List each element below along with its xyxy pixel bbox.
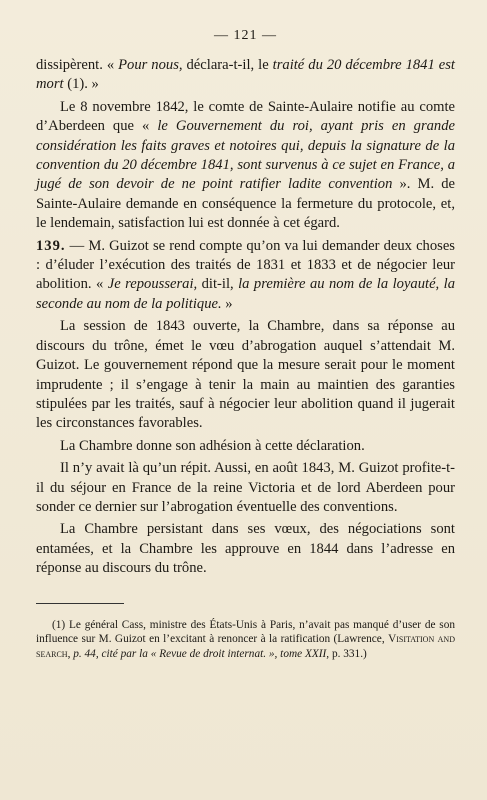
- footnote-divider: [36, 603, 124, 604]
- body-text: [36, 56, 455, 579]
- paragraph-4: La session de 1843 ouverte, la Chambre, dans sa réponse au discours du trône, émet le vœu d’abrogation auquel s’attendait M. Guizot. Le gouvernement répond que la mesure serait pour le moment imprudente ; il s’engage à tenir la main au maintien des garanties stipulées par les traités, sauf à négocier leur abolition quand il jugerait les circonstances favorables.: [36, 318, 455, 432]
- paragraph-7: La Chambre persistant dans ses vœux, des négociations sont entamées, et la Chambre les approuve en 1844 dans l’adresse en réponse au discours du trône.: [36, 521, 455, 577]
- paragraph-2: Le 8 novembre 1842, le comte de Sainte-Aulaire notifie au comte d’Aberdeen que « le Gouvernement du roi, ayant pris en grande considération les faits graves et notoires qui, depuis la signature de la convention du 20 décembre 1841, sont survenus à ce sujet en France, a jugé de son devoir de ne point ratifier ladite convention ». M. de Sainte-Aulaire demande en conséquence la fermeture du protocole, et, le lendemain, satisfaction lui est donnée à cet égard.: [36, 98, 455, 232]
- section-number: 139.: [36, 237, 66, 254]
- paragraph-3: 139. — M. Guizot se rend compte qu’on va lui demander deux choses : d’éluder l’exécution des traités de 1831 et 1833 et de négocier leur abolition. « Je repousserai, dit-il, la première au nom de la loyauté, la seconde au nom de la politique. »: [36, 237, 456, 312]
- paragraph-1: dissipèrent. « Pour nous, déclara-t-il, le traité du 20 décembre 1841 est mort (1). »: [36, 57, 455, 93]
- paragraph-6: Il n’y avait là qu’un répit. Aussi, en août 1843, M. Guizot profite-t-il du séjour en France de la reine Victoria et de lord Aberdeen pour sonder ce dernier sur l’abrogation éventuelle des conventions.: [36, 460, 455, 515]
- footnote: (1) Le général Cass, ministre des États-Unis à Paris, n’avait pas manqué d’user de son influence sur M. Guizot en l’excitant à renoncer à la ratification (Lawrence, Visitation and search, p. 44, cité par la « Revue de droit internat. », tome XXII, p. 331.): [36, 618, 455, 660]
- page-number: — 121 —: [214, 28, 277, 43]
- paragraph-5: La Chambre donne son adhésion à cette déclaration.: [60, 437, 365, 454]
